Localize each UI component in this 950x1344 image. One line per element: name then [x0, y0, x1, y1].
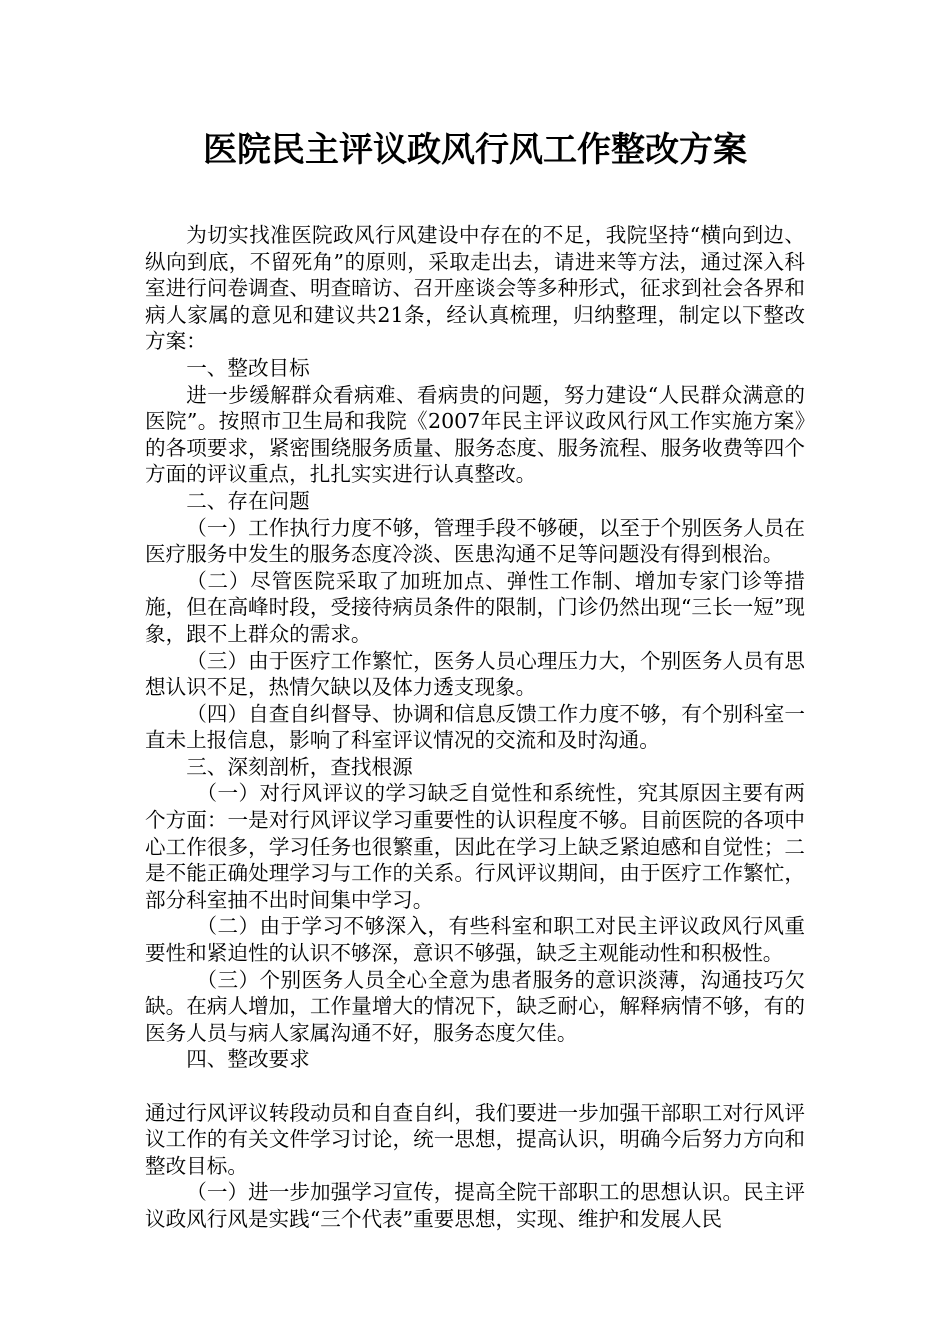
problem-item-2: （二）尽管医院采取了加班加点、弹性工作制、增加专家门诊等措施，但在高峰时段，受接待病员条件的限制，门诊仍然出现“三长一短”现象，跟不上群众的需求。 — [145, 568, 805, 646]
analysis-item-1: （一）对行风评议的学习缺乏自觉性和系统性，究其原因主要有两个方面：一是对行风评议学习重要性的认识程度不够。目前医院的各项中心工作很多，学习任务也很繁重，因此在学习上缺乏紧迫感和自觉性；二是不能正确处理学习与工作的关系。行风评议期间，由于医疗工作繁忙，部分科室抽不出时间集中学习。 — [145, 781, 805, 912]
analysis-item-2: （二）由于学习不够深入，有些科室和职工对民主评议政风行风重要性和紧迫性的认识不够深，意识不够强，缺乏主观能动性和积极性。 — [145, 914, 805, 966]
section-heading-problems: 二、存在问题 — [186, 488, 310, 513]
intro-paragraph: 为切实找准医院政风行风建设中存在的不足，我院坚持“横向到边、纵向到底，不留死角”的原则，采取走出去，请进来等方法，通过深入科室进行问卷调查、明查暗访、召开座谈会等多种形式，征求到社会各界和病人家属的意见和建议共21条，经认真梳理，归纳整理，制定以下整改方案： — [145, 223, 805, 354]
paragraph-gap — [145, 1073, 805, 1100]
section-heading-goals: 一、整改目标 — [186, 355, 310, 380]
document-title: 医院民主评议政风行风工作整改方案 — [203, 130, 747, 170]
section-heading-requirements: 四、整改要求 — [186, 1047, 310, 1072]
requirements-intro: 通过行风评议转段动员和自查自纠，我们要进一步加强干部职工对行风评议工作的有关文件学习讨论，统一思想，提高认识，明确今后努力方向和整改目标。 — [145, 1100, 805, 1178]
analysis-item-3: （三）个别医务人员全心全意为患者服务的意识淡薄，沟通技巧欠缺。在病人增加，工作量增大的情况下，缺乏耐心，解释病情不够，有的医务人员与病人家属沟通不好，服务态度欠佳。 — [145, 967, 805, 1045]
problem-item-3: （三）由于医疗工作繁忙，医务人员心理压力大，个别医务人员有思想认识不足，热情欠缺以及体力透支现象。 — [145, 648, 805, 700]
requirement-item-1: （一）进一步加强学习宣传，提高全院干部职工的思想认识。民主评议政风行风是实践“三个代表”重要思想，实现、维护和发展人民 — [145, 1180, 805, 1231]
problem-item-1: （一）工作执行力度不够，管理手段不够硬，以至于个别医务人员在医疗服务中发生的服务态度冷淡、医患沟通不足等问题没有得到根治。 — [145, 515, 805, 567]
problem-item-4: （四）自查自纠督导、协调和信息反馈工作力度不够，有个别科室一直未上报信息，影响了科室评议情况的交流和及时沟通。 — [145, 701, 805, 753]
document-body — [145, 222, 805, 1233]
section-heading-analysis: 三、深刻剖析，查找根源 — [186, 754, 413, 779]
goal-paragraph: 进一步缓解群众看病难、看病贵的问题，努力建设“人民群众满意的医院”。按照市卫生局和我院《2007年民主评议政风行风工作实施方案》的各项要求，紧密围绕服务质量、服务态度、服务流程、服务收费等四个方面的评议重点，扎扎实实进行认真整改。 — [145, 382, 805, 487]
